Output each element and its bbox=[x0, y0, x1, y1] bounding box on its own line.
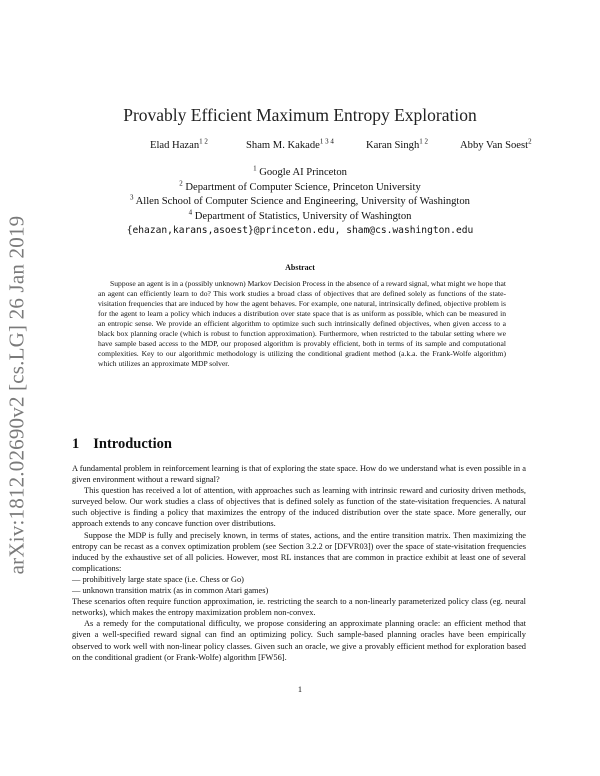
author-sup: 2 bbox=[528, 137, 532, 146]
section-heading bbox=[72, 436, 172, 453]
abstract-heading: Abstract bbox=[285, 263, 315, 272]
introduction-body bbox=[72, 463, 526, 663]
author-2 bbox=[246, 137, 334, 151]
affil-sup: 3 bbox=[130, 193, 134, 202]
paragraph: Suppose the MDP is fully and precisely known, in terms of states, actions, and the entire transition matrix. Then maximizing the entropy can be recast as a convex optimization problem (see Section 3.2.2 or [DFVR03]) over the space of state-visitation frequencies induced by the exhaustive set of all policies. However, most RL instances that are common in practice exhibit at least one of several complications: bbox=[72, 530, 526, 573]
author-1 bbox=[150, 137, 208, 151]
author-emails: {ehazan,karans,asoest}@princeton.edu, sham@cs.washington.edu bbox=[126, 225, 474, 236]
affiliation-1 bbox=[0, 166, 600, 181]
affil-sup: 2 bbox=[179, 178, 183, 187]
author-sup: 1 2 bbox=[419, 137, 429, 146]
affil-text: Department of Statistics, University of Washington bbox=[194, 210, 412, 222]
affil-text: Allen School of Computer Science and Engineering, University of Washington bbox=[135, 196, 470, 207]
affiliations bbox=[0, 166, 600, 239]
affil-text: Google AI Princeton bbox=[259, 167, 347, 178]
paper-title: Provably Efficient Maximum Entropy Exploration bbox=[123, 105, 477, 125]
affiliation-3 bbox=[0, 195, 600, 210]
paragraph: As a remedy for the computational difficulty, we propose considering an approximate planning oracle: an efficient method that given a well-specified reward signal can find an optimizing policy. Such sample-based planning oracles have been empirically observed to work well with non-linear policy classes. Given such an oracle, we give a provably efficient method for exploration based on the conditional gradient (or Frank-Wolfe) algorithm [FW56]. bbox=[72, 619, 526, 662]
author-sup: 1 2 bbox=[199, 137, 208, 146]
paragraph: This question has received a lot of attention, with approaches such as learning with intrinsic reward and curiosity driven methods, surveyed below. Our work studies a class of objectives that is defined solely as function of the state-visitation frequencies. A natural such objective is finding a policy that maximizes the entropy of the induced distribution over the state space. More generally, our approach extends to any concave function over distributions. bbox=[72, 486, 526, 529]
author-name: Sham M. Kakade bbox=[246, 140, 320, 151]
author-3 bbox=[366, 137, 429, 151]
author-name: Elad Hazan bbox=[150, 140, 200, 151]
list-item: — prohibitively large state space (i.e. Chess or Go) bbox=[72, 574, 244, 584]
affil-sup: 1 bbox=[253, 164, 257, 173]
author-sup: 1 3 4 bbox=[319, 137, 334, 146]
affil-text: Department of Computer Science, Princeton University bbox=[185, 181, 421, 193]
section-number: 1 bbox=[72, 436, 80, 452]
section-title: Introduction bbox=[93, 436, 172, 452]
list-item: — unknown transition matrix (as in common Atari games) bbox=[72, 586, 269, 596]
author-name: Karan Singh bbox=[366, 140, 420, 151]
paragraph: These scenarios often require function approximation, ie. restricting the search to a non-linearly parameterized policy class (eg. neural networks), which makes the entropy maximization problem non-convex. bbox=[72, 597, 526, 618]
affiliation-2 bbox=[0, 178, 600, 196]
paragraph: A fundamental problem in reinforcement learning is that of exploring the state space. How do we understand what is even possible in a given environment without a reward signal? bbox=[72, 464, 526, 485]
page-number: 1 bbox=[297, 685, 303, 694]
author-4 bbox=[460, 137, 532, 151]
abstract-text: Suppose an agent is in a (possibly unknown) Markov Decision Process in the absence of a reward signal, what might we hope that an agent can efficiently learn to do? This work studies a broad class of objectives that are defined solely as functions of the state-visitation frequencies that are induced by how the agent behaves. For example, one natural, intrinsically defined, objective problem is for the agent to learn a policy which induces a distribution over state space that is as uniform as possible, which can be measured in an entropic sense. We provide an efficient algorithm to optimize such such intrinsically defined objectives, when given access to a black box planning oracle (which is robust to function approximation). Furthermore, when restricted to the tabular setting where we have sample based access to the MDP, our proposed algorithm is provably efficient, both in terms of its sample and computational complexities. Key to our algorithmic methodology is utilizing the conditional gradient method (a.k.a. the Frank-Wolfe algorithm) which utilizes an approximate MDP solver. bbox=[98, 279, 506, 369]
affil-sup: 4 bbox=[188, 207, 193, 216]
affiliation-4 bbox=[0, 207, 600, 225]
arxiv-stamp-text: arXiv:1812.02690v2 [cs.LG] 26 Jan 2019 bbox=[4, 215, 29, 575]
author-name: Abby Van Soest bbox=[460, 140, 529, 151]
